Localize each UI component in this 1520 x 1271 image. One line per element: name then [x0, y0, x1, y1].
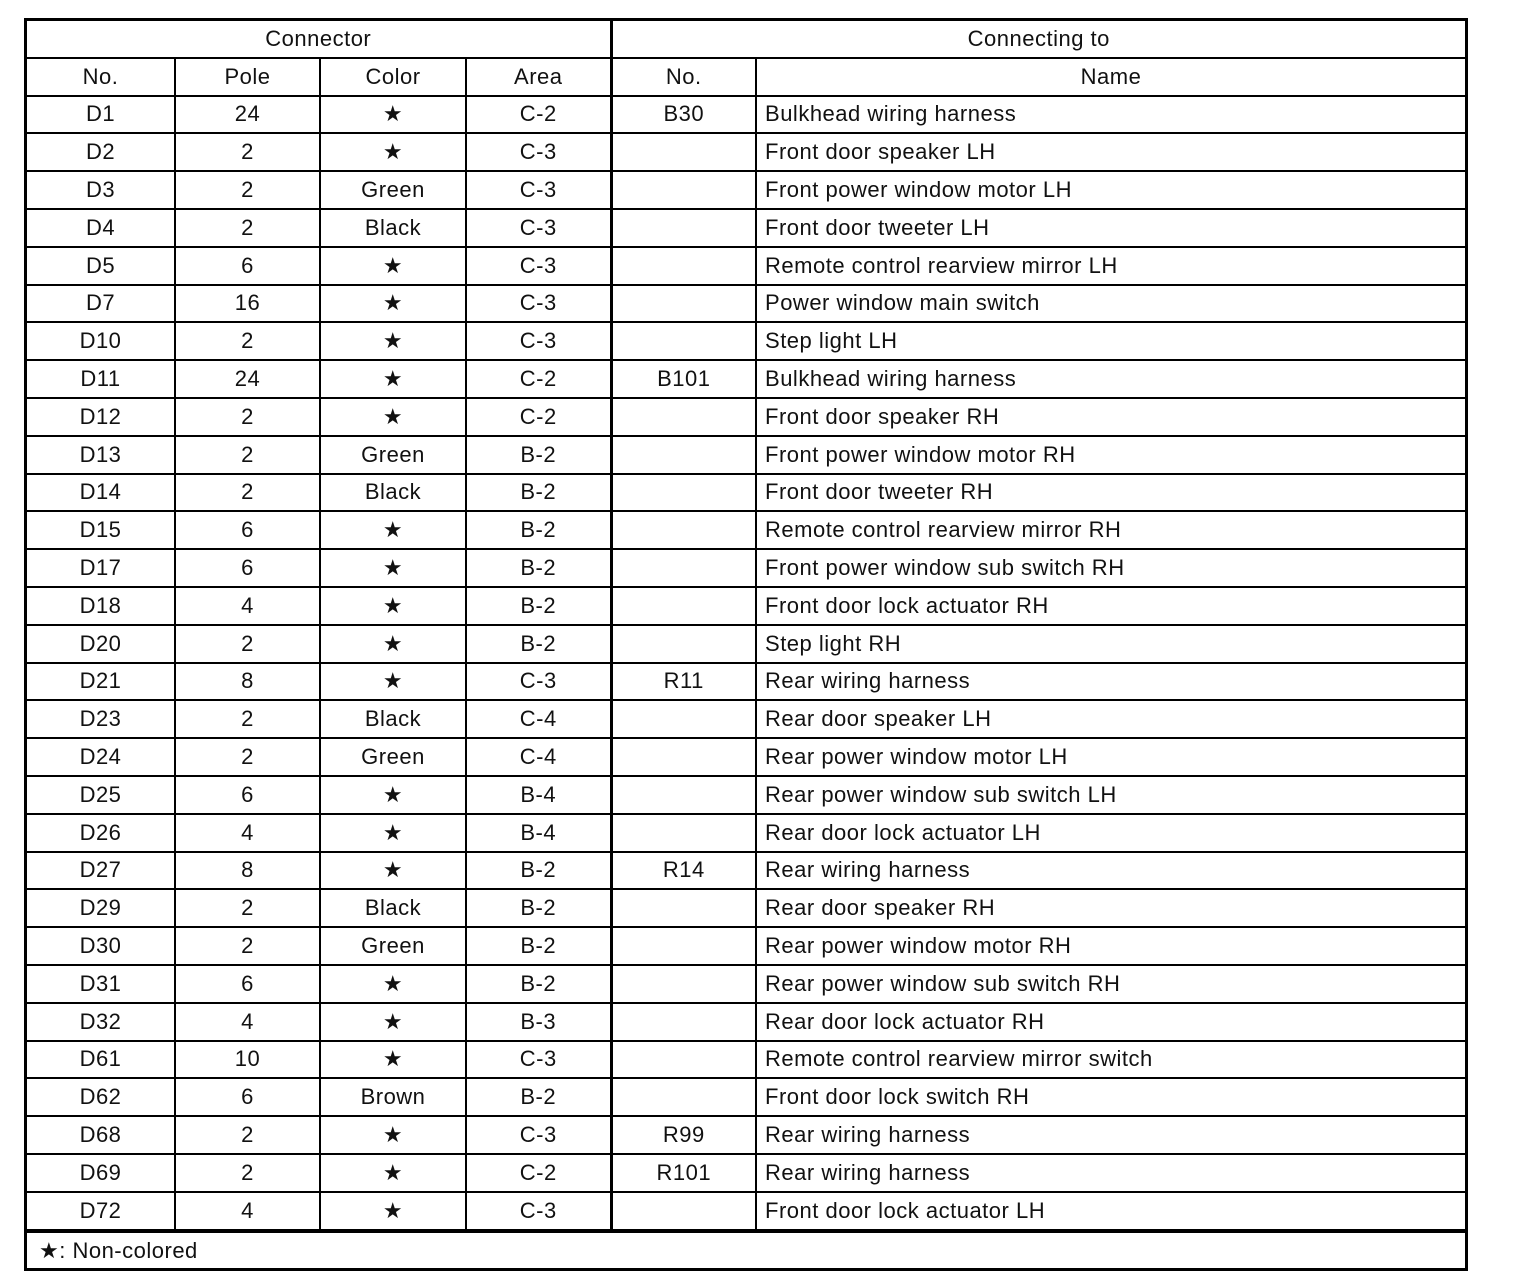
cell-name: Rear door speaker LH — [756, 700, 1465, 738]
table-row — [27, 436, 1465, 474]
col-header-pole: Pole — [175, 58, 320, 96]
cell-pole: 2 — [175, 700, 320, 738]
cell-to-no — [611, 889, 756, 927]
cell-no: D3 — [27, 171, 175, 209]
col-header-no: No. — [27, 58, 175, 96]
cell-to-no — [611, 209, 756, 247]
cell-name: Rear wiring harness — [756, 1116, 1465, 1154]
footnote: ★: Non-colored — [27, 1231, 1465, 1268]
table-row — [27, 511, 1465, 549]
connector-table — [27, 21, 1465, 1231]
cell-pole: 6 — [175, 247, 320, 285]
cell-color: ★ — [320, 247, 466, 285]
cell-color: ★ — [320, 1003, 466, 1041]
table-row — [27, 814, 1465, 852]
cell-pole: 2 — [175, 625, 320, 663]
cell-color: Black — [320, 889, 466, 927]
cell-name: Power window main switch — [756, 285, 1465, 323]
cell-no: D17 — [27, 549, 175, 587]
cell-no: D7 — [27, 285, 175, 323]
cell-no: D69 — [27, 1154, 175, 1192]
cell-area: B-2 — [466, 927, 611, 965]
cell-pole: 2 — [175, 436, 320, 474]
cell-name: Front power window sub switch RH — [756, 549, 1465, 587]
cell-pole: 2 — [175, 398, 320, 436]
cell-color: ★ — [320, 663, 466, 701]
table-row — [27, 965, 1465, 1003]
cell-no: D24 — [27, 738, 175, 776]
cell-name: Front door lock actuator LH — [756, 1192, 1465, 1230]
cell-pole: 2 — [175, 474, 320, 512]
cell-pole: 4 — [175, 1003, 320, 1041]
cell-to-no — [611, 587, 756, 625]
cell-to-no: R101 — [611, 1154, 756, 1192]
cell-area: C-3 — [466, 1192, 611, 1230]
cell-pole: 24 — [175, 360, 320, 398]
cell-color: ★ — [320, 285, 466, 323]
cell-color: Green — [320, 171, 466, 209]
cell-area: B-2 — [466, 549, 611, 587]
cell-area: C-3 — [466, 247, 611, 285]
cell-no: D1 — [27, 96, 175, 134]
cell-color: ★ — [320, 398, 466, 436]
cell-area: C-2 — [466, 360, 611, 398]
cell-color: Green — [320, 738, 466, 776]
cell-area: B-2 — [466, 587, 611, 625]
cell-to-no — [611, 1041, 756, 1079]
table-row — [27, 852, 1465, 890]
cell-pole: 6 — [175, 1078, 320, 1116]
table-row — [27, 209, 1465, 247]
cell-no: D23 — [27, 700, 175, 738]
cell-area: C-4 — [466, 738, 611, 776]
cell-color: Brown — [320, 1078, 466, 1116]
cell-color: Black — [320, 474, 466, 512]
cell-name: Rear door lock actuator LH — [756, 814, 1465, 852]
col-header-to-no: No. — [611, 58, 756, 96]
table-row — [27, 587, 1465, 625]
cell-no: D18 — [27, 587, 175, 625]
cell-no: D2 — [27, 133, 175, 171]
cell-name: Rear door speaker RH — [756, 889, 1465, 927]
table-row — [27, 663, 1465, 701]
cell-area: C-3 — [466, 285, 611, 323]
cell-pole: 6 — [175, 549, 320, 587]
cell-pole: 2 — [175, 889, 320, 927]
cell-no: D31 — [27, 965, 175, 1003]
table-row — [27, 96, 1465, 134]
cell-color: ★ — [320, 965, 466, 1003]
cell-area: C-3 — [466, 133, 611, 171]
cell-name: Remote control rearview mirror RH — [756, 511, 1465, 549]
cell-name: Front door lock switch RH — [756, 1078, 1465, 1116]
cell-area: C-3 — [466, 1116, 611, 1154]
cell-area: C-3 — [466, 209, 611, 247]
cell-name: Front door speaker LH — [756, 133, 1465, 171]
cell-color: Black — [320, 700, 466, 738]
cell-no: D25 — [27, 776, 175, 814]
cell-color: Black — [320, 209, 466, 247]
cell-area: C-3 — [466, 663, 611, 701]
cell-to-no: B101 — [611, 360, 756, 398]
cell-no: D4 — [27, 209, 175, 247]
cell-no: D5 — [27, 247, 175, 285]
table-row — [27, 1041, 1465, 1079]
table-row — [27, 738, 1465, 776]
cell-color: ★ — [320, 625, 466, 663]
cell-color: ★ — [320, 852, 466, 890]
cell-no: D30 — [27, 927, 175, 965]
table-body — [27, 96, 1465, 1230]
cell-to-no: R11 — [611, 663, 756, 701]
cell-to-no — [611, 700, 756, 738]
cell-color: ★ — [320, 1041, 466, 1079]
cell-color: ★ — [320, 133, 466, 171]
cell-to-no — [611, 625, 756, 663]
cell-to-no — [611, 549, 756, 587]
cell-color: Green — [320, 927, 466, 965]
table-row — [27, 776, 1465, 814]
table-row — [27, 360, 1465, 398]
cell-name: Rear wiring harness — [756, 852, 1465, 890]
cell-color: ★ — [320, 1116, 466, 1154]
cell-pole: 6 — [175, 965, 320, 1003]
table-row — [27, 889, 1465, 927]
cell-area: B-2 — [466, 1078, 611, 1116]
cell-to-no — [611, 1003, 756, 1041]
cell-name: Bulkhead wiring harness — [756, 96, 1465, 134]
cell-area: B-2 — [466, 436, 611, 474]
cell-pole: 2 — [175, 1116, 320, 1154]
cell-name: Bulkhead wiring harness — [756, 360, 1465, 398]
table-row — [27, 1192, 1465, 1230]
cell-to-no — [611, 927, 756, 965]
column-header-row — [27, 58, 1465, 96]
cell-no: D72 — [27, 1192, 175, 1230]
cell-to-no — [611, 247, 756, 285]
cell-pole: 8 — [175, 663, 320, 701]
col-header-name: Name — [756, 58, 1465, 96]
cell-no: D15 — [27, 511, 175, 549]
cell-area: B-2 — [466, 511, 611, 549]
cell-to-no — [611, 511, 756, 549]
connector-table-frame — [24, 18, 1468, 1271]
cell-pole: 2 — [175, 322, 320, 360]
cell-to-no: B30 — [611, 96, 756, 134]
cell-no: D21 — [27, 663, 175, 701]
cell-name: Rear door lock actuator RH — [756, 1003, 1465, 1041]
cell-to-no — [611, 436, 756, 474]
cell-name: Step light RH — [756, 625, 1465, 663]
cell-no: D20 — [27, 625, 175, 663]
cell-pole: 8 — [175, 852, 320, 890]
table-row — [27, 1003, 1465, 1041]
cell-no: D26 — [27, 814, 175, 852]
cell-to-no — [611, 474, 756, 512]
cell-no: D68 — [27, 1116, 175, 1154]
table-row — [27, 474, 1465, 512]
cell-name: Front power window motor LH — [756, 171, 1465, 209]
table-row — [27, 1154, 1465, 1192]
cell-no: D10 — [27, 322, 175, 360]
cell-area: C-2 — [466, 96, 611, 134]
cell-to-no — [611, 285, 756, 323]
col-header-color: Color — [320, 58, 466, 96]
cell-color: ★ — [320, 549, 466, 587]
cell-color: ★ — [320, 1192, 466, 1230]
cell-pole: 2 — [175, 927, 320, 965]
cell-pole: 2 — [175, 738, 320, 776]
cell-area: B-2 — [466, 852, 611, 890]
table-row — [27, 625, 1465, 663]
cell-no: D27 — [27, 852, 175, 890]
cell-pole: 2 — [175, 1154, 320, 1192]
table-row — [27, 133, 1465, 171]
cell-no: D14 — [27, 474, 175, 512]
cell-color: ★ — [320, 814, 466, 852]
cell-to-no — [611, 1192, 756, 1230]
cell-to-no — [611, 398, 756, 436]
cell-area: C-4 — [466, 700, 611, 738]
cell-name: Rear wiring harness — [756, 663, 1465, 701]
cell-area: B-2 — [466, 474, 611, 512]
cell-area: C-3 — [466, 171, 611, 209]
cell-name: Front door tweeter RH — [756, 474, 1465, 512]
cell-to-no — [611, 738, 756, 776]
cell-to-no: R99 — [611, 1116, 756, 1154]
cell-area: B-2 — [466, 625, 611, 663]
table-row — [27, 398, 1465, 436]
cell-color: ★ — [320, 322, 466, 360]
table-row — [27, 549, 1465, 587]
table-row — [27, 285, 1465, 323]
cell-area: B-4 — [466, 814, 611, 852]
cell-to-no — [611, 1078, 756, 1116]
table-row — [27, 1078, 1465, 1116]
cell-name: Front door speaker RH — [756, 398, 1465, 436]
cell-no: D29 — [27, 889, 175, 927]
table-row — [27, 700, 1465, 738]
cell-name: Front door lock actuator RH — [756, 587, 1465, 625]
cell-no: D62 — [27, 1078, 175, 1116]
cell-name: Front door tweeter LH — [756, 209, 1465, 247]
cell-color: Green — [320, 436, 466, 474]
cell-to-no — [611, 776, 756, 814]
cell-name: Rear wiring harness — [756, 1154, 1465, 1192]
cell-pole: 4 — [175, 814, 320, 852]
table-row — [27, 322, 1465, 360]
cell-name: Rear power window motor LH — [756, 738, 1465, 776]
cell-area: C-2 — [466, 1154, 611, 1192]
cell-name: Remote control rearview mirror LH — [756, 247, 1465, 285]
cell-area: B-2 — [466, 965, 611, 1003]
cell-pole: 2 — [175, 133, 320, 171]
cell-pole: 2 — [175, 171, 320, 209]
cell-to-no — [611, 133, 756, 171]
cell-color: ★ — [320, 511, 466, 549]
cell-name: Rear power window sub switch RH — [756, 965, 1465, 1003]
table-row — [27, 247, 1465, 285]
cell-area: C-3 — [466, 322, 611, 360]
group-header-row — [27, 21, 1465, 58]
cell-no: D13 — [27, 436, 175, 474]
cell-area: B-4 — [466, 776, 611, 814]
cell-no: D12 — [27, 398, 175, 436]
col-header-area: Area — [466, 58, 611, 96]
cell-area: C-3 — [466, 1041, 611, 1079]
cell-pole: 16 — [175, 285, 320, 323]
cell-to-no — [611, 965, 756, 1003]
cell-color: ★ — [320, 96, 466, 134]
table-row — [27, 927, 1465, 965]
cell-no: D11 — [27, 360, 175, 398]
cell-no: D32 — [27, 1003, 175, 1041]
cell-color: ★ — [320, 776, 466, 814]
cell-to-no — [611, 814, 756, 852]
cell-name: Rear power window sub switch LH — [756, 776, 1465, 814]
cell-pole: 4 — [175, 1192, 320, 1230]
cell-area: B-3 — [466, 1003, 611, 1041]
cell-area: B-2 — [466, 889, 611, 927]
cell-pole: 10 — [175, 1041, 320, 1079]
connecting-to-group-header: Connecting to — [611, 21, 1465, 58]
cell-name: Remote control rearview mirror switch — [756, 1041, 1465, 1079]
cell-pole: 6 — [175, 776, 320, 814]
cell-name: Front power window motor RH — [756, 436, 1465, 474]
cell-color: ★ — [320, 587, 466, 625]
cell-pole: 6 — [175, 511, 320, 549]
cell-to-no — [611, 322, 756, 360]
cell-color: ★ — [320, 1154, 466, 1192]
cell-to-no: R14 — [611, 852, 756, 890]
cell-name: Rear power window motor RH — [756, 927, 1465, 965]
cell-no: D61 — [27, 1041, 175, 1079]
cell-pole: 2 — [175, 209, 320, 247]
cell-name: Step light LH — [756, 322, 1465, 360]
cell-to-no — [611, 171, 756, 209]
table-row — [27, 1116, 1465, 1154]
cell-color: ★ — [320, 360, 466, 398]
cell-area: C-2 — [466, 398, 611, 436]
cell-pole: 4 — [175, 587, 320, 625]
connector-group-header: Connector — [27, 21, 611, 58]
table-row — [27, 171, 1465, 209]
cell-pole: 24 — [175, 96, 320, 134]
